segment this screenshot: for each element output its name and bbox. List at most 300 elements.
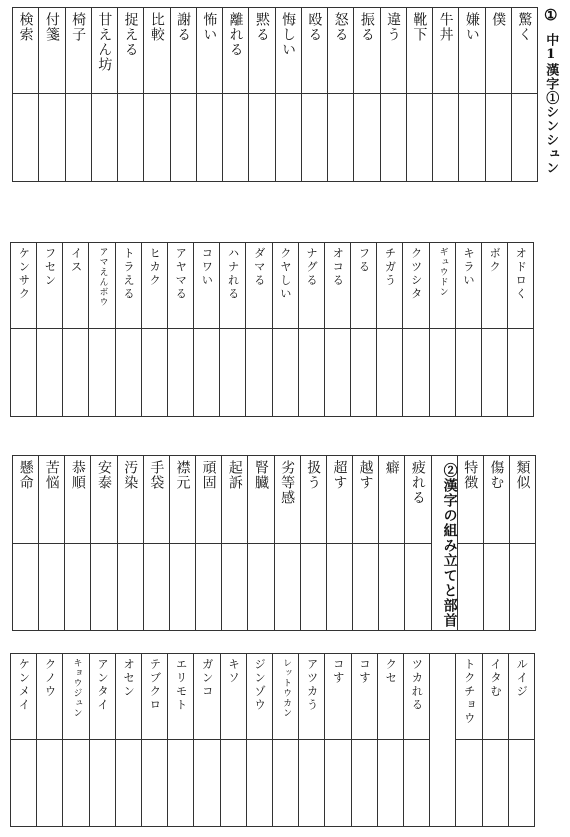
answer-cell[interactable] — [197, 94, 222, 181]
blank-column — [430, 654, 456, 826]
answer-cell[interactable] — [456, 329, 481, 416]
question-column — [196, 456, 222, 630]
blank-text — [430, 738, 455, 742]
question-column — [458, 456, 484, 630]
question-cell — [116, 654, 141, 740]
answer-cell[interactable] — [327, 544, 352, 630]
question-text: 恭順 — [69, 460, 86, 490]
title-text: 中1漢字①シンシュン — [543, 33, 559, 175]
question-column — [509, 654, 534, 826]
question-text: 牛丼 — [437, 12, 454, 42]
answer-cell[interactable] — [273, 329, 298, 416]
answer-cell[interactable] — [222, 544, 247, 630]
question-text: 悔しい — [280, 12, 297, 57]
answer-cell[interactable] — [37, 740, 62, 826]
question-column — [37, 243, 63, 416]
question-column — [353, 456, 379, 630]
question-column — [248, 456, 274, 630]
answer-cell[interactable] — [378, 740, 403, 826]
question-column — [352, 654, 378, 826]
question-column — [299, 654, 325, 826]
question-cell — [405, 456, 430, 544]
answer-cell[interactable] — [221, 740, 246, 826]
title-number: ① — [544, 6, 558, 24]
question-column — [11, 654, 37, 826]
answer-cell[interactable] — [486, 94, 511, 181]
question-text: ハナれる — [226, 247, 241, 301]
question-column — [13, 8, 39, 181]
question-cell — [118, 8, 143, 94]
question-cell — [13, 456, 38, 544]
question-cell — [168, 243, 193, 329]
question-cell — [379, 456, 404, 544]
question-column — [459, 8, 485, 181]
question-cell — [168, 654, 193, 740]
question-column — [90, 654, 116, 826]
answer-cell[interactable] — [11, 740, 36, 826]
question-cell — [248, 456, 273, 544]
question-text: 怒る — [332, 12, 349, 42]
answer-cell[interactable] — [352, 740, 377, 826]
question-cell — [276, 8, 301, 94]
question-cell — [508, 243, 533, 329]
question-cell — [37, 243, 62, 329]
question-cell — [299, 243, 324, 329]
answer-cell[interactable] — [220, 329, 245, 416]
answer-cell[interactable] — [249, 94, 274, 181]
question-cell — [194, 243, 219, 329]
question-text: 安泰 — [96, 460, 113, 490]
question-text: ギュウドン — [437, 247, 448, 297]
answer-cell[interactable] — [194, 740, 219, 826]
question-column — [379, 456, 405, 630]
answer-cell[interactable] — [13, 94, 38, 181]
question-cell — [430, 243, 455, 329]
question-cell — [456, 243, 481, 329]
question-cell — [509, 654, 534, 740]
answer-cell[interactable] — [404, 740, 429, 826]
question-text: トラえる — [121, 247, 136, 301]
question-column — [92, 8, 118, 181]
question-column — [510, 456, 535, 630]
question-column — [301, 456, 327, 630]
question-column — [486, 8, 512, 181]
answer-cell[interactable] — [39, 544, 64, 630]
worksheet-title — [544, 8, 557, 175]
answer-cell[interactable] — [170, 544, 195, 630]
question-cell — [275, 456, 300, 544]
question-column — [194, 654, 220, 826]
question-column — [37, 654, 63, 826]
question-column — [273, 243, 299, 416]
question-column — [144, 8, 170, 181]
question-cell — [116, 243, 141, 329]
question-cell — [37, 654, 62, 740]
question-text: ジンゾウ — [253, 658, 268, 712]
question-column — [168, 654, 194, 826]
question-cell — [63, 654, 88, 740]
answer-cell[interactable] — [39, 94, 64, 181]
question-column — [275, 456, 301, 630]
question-text: 汚染 — [122, 460, 139, 490]
question-text: ケンサク — [17, 247, 32, 301]
answer-cell[interactable] — [430, 329, 455, 416]
question-text: ガンコ — [200, 658, 215, 699]
question-cell — [407, 8, 432, 94]
question-text: クヤしい — [278, 247, 293, 301]
answer-cell[interactable] — [276, 94, 301, 181]
question-column — [223, 8, 249, 181]
answer-cell[interactable] — [381, 94, 406, 181]
question-cell — [482, 243, 507, 329]
question-column — [351, 243, 377, 416]
answer-cell[interactable] — [92, 94, 117, 181]
question-cell — [142, 654, 167, 740]
answer-cell[interactable] — [65, 544, 90, 630]
question-column — [116, 654, 142, 826]
question-text: 超す — [331, 460, 348, 490]
question-cell — [403, 243, 428, 329]
question-cell — [325, 243, 350, 329]
question-column — [433, 8, 459, 181]
question-cell — [221, 654, 246, 740]
question-text: ヒカク — [148, 247, 163, 288]
question-text: ダマる — [252, 247, 267, 288]
answer-cell[interactable] — [196, 544, 221, 630]
question-column — [249, 8, 275, 181]
answer-cell[interactable] — [458, 544, 483, 630]
answer-cell[interactable] — [63, 740, 88, 826]
question-cell — [197, 8, 222, 94]
question-column — [404, 654, 430, 826]
question-text: 苦悩 — [43, 460, 60, 490]
question-cell — [118, 456, 143, 544]
question-text: 嫌い — [463, 12, 480, 42]
question-cell — [301, 456, 326, 544]
question-cell — [142, 243, 167, 329]
question-text: 怖い — [201, 12, 218, 42]
question-column — [247, 654, 273, 826]
answer-cell[interactable] — [299, 740, 324, 826]
answer-cell[interactable] — [168, 740, 193, 826]
answer-cell[interactable] — [482, 329, 507, 416]
answer-cell[interactable] — [354, 94, 379, 181]
question-text: フセン — [43, 247, 58, 288]
answer-cell[interactable] — [325, 740, 350, 826]
question-text: 起訴 — [226, 460, 243, 490]
kanji-reading-table-1 — [12, 7, 538, 182]
answer-cell[interactable] — [512, 94, 537, 181]
question-column — [302, 8, 328, 181]
question-text: 懸命 — [17, 460, 34, 490]
question-cell — [512, 8, 537, 94]
question-text: クノウ — [43, 658, 58, 699]
question-text: 傷む — [488, 460, 505, 490]
question-text: オコる — [331, 247, 346, 288]
question-column — [220, 243, 246, 416]
question-text: 襟元 — [174, 460, 191, 490]
question-column — [482, 243, 508, 416]
answer-cell[interactable] — [509, 740, 534, 826]
section-heading — [432, 456, 458, 630]
answer-cell[interactable] — [144, 544, 169, 630]
question-cell — [144, 456, 169, 544]
katakana-writing-table-1 — [10, 242, 534, 417]
question-column — [142, 654, 168, 826]
question-cell — [65, 456, 90, 544]
answer-cell[interactable] — [405, 544, 430, 630]
answer-cell[interactable] — [90, 740, 115, 826]
answer-cell[interactable] — [116, 329, 141, 416]
answer-cell[interactable] — [379, 544, 404, 630]
question-column — [89, 243, 115, 416]
question-cell — [354, 8, 379, 94]
question-column — [197, 8, 223, 181]
question-text: 甘えん坊 — [96, 12, 113, 72]
question-cell — [456, 654, 481, 740]
answer-cell[interactable] — [223, 94, 248, 181]
answer-cell[interactable] — [37, 329, 62, 416]
answer-cell[interactable] — [247, 740, 272, 826]
answer-cell[interactable] — [275, 544, 300, 630]
question-text: イス — [69, 247, 84, 274]
question-text: イタむ — [489, 658, 503, 699]
question-column — [171, 8, 197, 181]
question-text: コワい — [200, 247, 215, 288]
question-text: アマえんボウ — [97, 247, 108, 307]
question-text: 驚く — [516, 12, 533, 42]
question-text: キラい — [461, 247, 476, 288]
question-text: 越す — [357, 460, 374, 490]
answer-cell[interactable] — [63, 329, 88, 416]
question-text: 謝る — [175, 12, 192, 42]
question-cell — [459, 8, 484, 94]
question-text: ルイジ — [515, 658, 530, 699]
question-column — [221, 654, 247, 826]
answer-cell[interactable] — [89, 329, 114, 416]
answer-cell[interactable] — [407, 94, 432, 181]
question-column — [144, 456, 170, 630]
question-column — [39, 456, 65, 630]
question-column — [512, 8, 537, 181]
question-column — [66, 8, 92, 181]
question-column — [39, 8, 65, 181]
question-cell — [483, 654, 508, 740]
question-text: チガう — [383, 247, 398, 288]
answer-cell[interactable] — [116, 740, 141, 826]
answer-cell[interactable] — [246, 329, 271, 416]
question-text: コす — [357, 658, 372, 685]
question-cell — [273, 654, 298, 740]
question-cell — [351, 243, 376, 329]
answer-cell[interactable] — [301, 544, 326, 630]
answer-cell[interactable] — [118, 544, 143, 630]
answer-cell[interactable] — [273, 740, 298, 826]
question-cell — [11, 654, 36, 740]
section-heading-text: ②漢字の組み立てと部首 — [441, 462, 458, 628]
answer-cell[interactable] — [118, 94, 143, 181]
question-column — [377, 243, 403, 416]
question-cell — [63, 243, 88, 329]
question-cell — [325, 654, 350, 740]
question-column — [170, 456, 196, 630]
question-cell — [378, 654, 403, 740]
question-cell — [302, 8, 327, 94]
question-cell — [144, 8, 169, 94]
question-text: 頑固 — [200, 460, 217, 490]
question-column — [276, 8, 302, 181]
question-cell — [510, 456, 535, 544]
question-cell — [484, 456, 509, 544]
question-text: 違う — [385, 12, 402, 42]
question-cell — [246, 243, 271, 329]
question-cell — [220, 243, 245, 329]
question-text: 劣等感 — [279, 460, 296, 505]
question-cell — [249, 8, 274, 94]
question-text: 僕 — [490, 12, 507, 27]
question-cell — [404, 654, 429, 740]
question-column — [430, 243, 456, 416]
question-column — [11, 243, 37, 416]
question-cell — [458, 456, 483, 544]
question-text: コす — [331, 658, 346, 685]
answer-cell[interactable] — [459, 94, 484, 181]
question-text: キョウジュン — [71, 658, 82, 718]
question-column — [381, 8, 407, 181]
question-cell — [39, 456, 64, 544]
question-cell — [486, 8, 511, 94]
answer-cell[interactable] — [510, 544, 535, 630]
answer-cell[interactable] — [403, 329, 428, 416]
answer-cell[interactable] — [194, 329, 219, 416]
question-column — [91, 456, 117, 630]
question-cell — [13, 8, 38, 94]
answer-cell[interactable] — [353, 544, 378, 630]
question-cell — [327, 456, 352, 544]
question-text: 付箋 — [43, 12, 60, 42]
answer-cell[interactable] — [248, 544, 273, 630]
question-cell — [89, 243, 114, 329]
question-text: 腎臓 — [252, 460, 269, 490]
question-text: 殴る — [306, 12, 323, 42]
question-cell — [328, 8, 353, 94]
question-column — [116, 243, 142, 416]
answer-cell[interactable] — [508, 329, 533, 416]
question-text: オドロく — [514, 247, 529, 301]
question-text: フる — [357, 247, 372, 274]
question-column — [483, 654, 509, 826]
question-text: 比較 — [148, 12, 165, 42]
answer-cell[interactable] — [66, 94, 91, 181]
question-cell — [352, 654, 377, 740]
question-text: 離れる — [227, 12, 244, 57]
question-cell — [11, 243, 36, 329]
kanji-reading-table-2 — [12, 455, 536, 631]
answer-cell[interactable] — [11, 329, 36, 416]
question-cell — [91, 456, 116, 544]
question-text: ケンメイ — [17, 658, 32, 712]
question-text: ボク — [488, 247, 503, 274]
question-column — [13, 456, 39, 630]
question-cell — [377, 243, 402, 329]
question-column — [354, 8, 380, 181]
answer-cell[interactable] — [168, 329, 193, 416]
question-column — [168, 243, 194, 416]
question-column — [456, 654, 482, 826]
answer-cell[interactable] — [351, 329, 376, 416]
question-cell — [194, 654, 219, 740]
question-cell — [223, 8, 248, 94]
question-text: 手袋 — [148, 460, 165, 490]
answer-cell[interactable] — [433, 94, 458, 181]
question-text: 扱う — [305, 460, 322, 490]
answer-cell[interactable] — [13, 544, 38, 630]
question-cell — [90, 654, 115, 740]
question-text: アヤマる — [174, 247, 189, 301]
question-cell — [273, 243, 298, 329]
question-text: オセン — [122, 658, 137, 699]
question-text: クツシタ — [409, 247, 424, 301]
question-column — [246, 243, 272, 416]
question-column — [325, 654, 351, 826]
question-text: 黙る — [253, 12, 270, 42]
question-text: アツカう — [305, 658, 320, 712]
answer-cell[interactable] — [171, 94, 196, 181]
question-text: テブクロ — [148, 658, 163, 712]
answer-cell[interactable] — [456, 740, 481, 826]
question-column — [327, 456, 353, 630]
question-column — [378, 654, 404, 826]
answer-cell[interactable] — [483, 740, 508, 826]
question-column — [63, 654, 89, 826]
question-column — [325, 243, 351, 416]
question-cell — [92, 8, 117, 94]
question-text: キソ — [226, 658, 241, 685]
answer-cell[interactable] — [328, 94, 353, 181]
answer-cell[interactable] — [142, 740, 167, 826]
question-column — [63, 243, 89, 416]
answer-cell[interactable] — [144, 94, 169, 181]
question-text: ナグる — [305, 247, 320, 288]
question-text: アンタイ — [95, 658, 110, 712]
answer-cell[interactable] — [377, 329, 402, 416]
question-text: 捉える — [122, 12, 139, 57]
answer-cell[interactable] — [484, 544, 509, 630]
question-text: ツカれる — [410, 658, 425, 712]
question-column — [407, 8, 433, 181]
question-column — [299, 243, 325, 416]
question-text: 検索 — [17, 12, 34, 42]
answer-cell[interactable] — [325, 329, 350, 416]
katakana-writing-table-2 — [10, 653, 535, 827]
answer-cell[interactable] — [91, 544, 116, 630]
question-cell — [66, 8, 91, 94]
question-text: 特徴 — [462, 460, 479, 490]
question-column — [222, 456, 248, 630]
answer-cell[interactable] — [142, 329, 167, 416]
question-column — [508, 243, 533, 416]
question-cell — [299, 654, 324, 740]
question-text: 類似 — [514, 460, 531, 490]
question-column — [118, 456, 144, 630]
question-column — [194, 243, 220, 416]
answer-cell[interactable] — [302, 94, 327, 181]
question-column — [65, 456, 91, 630]
question-text: 振る — [358, 12, 375, 42]
answer-cell[interactable] — [299, 329, 324, 416]
question-text: 疲れる — [409, 460, 426, 505]
question-column — [403, 243, 429, 416]
